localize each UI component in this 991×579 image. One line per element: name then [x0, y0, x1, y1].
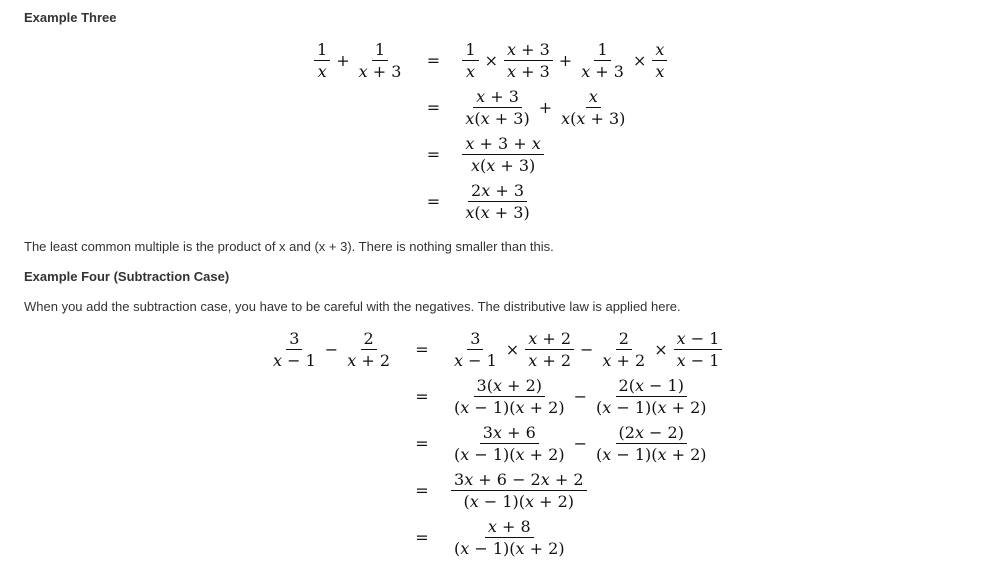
- equation-lhs: [312, 131, 406, 178]
- fraction-numerator: x: [652, 39, 667, 61]
- equation-lhs: [268, 514, 395, 561]
- operator: −: [573, 387, 587, 406]
- equals-sign: =: [426, 98, 441, 117]
- operator: −: [324, 340, 339, 359]
- fraction: [462, 133, 543, 176]
- fraction-numerator: 2(x − 1): [616, 375, 687, 397]
- fraction-denominator: x(x + 3): [465, 109, 530, 128]
- fraction-denominator: x: [465, 62, 475, 81]
- fraction: [314, 39, 330, 82]
- fraction-denominator: x + 2: [528, 351, 571, 370]
- fraction: [558, 86, 628, 129]
- fraction: [451, 469, 587, 512]
- fraction-numerator: x + 3 + x: [462, 133, 543, 155]
- equals-sign: =: [415, 481, 429, 500]
- fraction: [270, 328, 319, 371]
- fraction-denominator: x(x + 3): [470, 156, 536, 175]
- operator: −: [580, 340, 594, 359]
- example-four-intro: When you add the subtraction case, you have to be careful with the negatives. The distributive law is applied here.: [24, 299, 681, 314]
- equation-rhs: [460, 84, 669, 131]
- equation-row: [312, 178, 669, 225]
- fraction: [525, 328, 574, 371]
- fraction: [578, 39, 627, 82]
- fraction: [344, 328, 393, 371]
- equation-row: [268, 467, 724, 514]
- fraction-numerator: 1: [372, 39, 388, 61]
- fraction-denominator: x + 3: [581, 62, 624, 81]
- equation-row: [268, 326, 724, 373]
- equation-lhs: [268, 373, 395, 420]
- fraction-denominator: x: [317, 62, 327, 81]
- equation-rhs: [449, 467, 724, 514]
- fraction: [451, 516, 568, 559]
- fraction-denominator: x(x + 3): [465, 203, 530, 222]
- operator: +: [336, 51, 350, 70]
- equals-sign: =: [426, 145, 441, 164]
- fraction: [599, 328, 648, 371]
- fraction-denominator: (x − 1)(x + 2): [595, 398, 707, 417]
- fraction: [451, 422, 568, 465]
- fraction-denominator: x + 2: [602, 351, 646, 370]
- operator: ×: [484, 51, 498, 70]
- fraction: [356, 39, 405, 82]
- example-three-heading: Example Three: [24, 10, 117, 25]
- equation-rhs: [460, 178, 669, 225]
- equation-rhs: [449, 420, 724, 467]
- operator: ×: [632, 51, 647, 70]
- equals-sign: =: [415, 528, 429, 547]
- fraction-denominator: x + 3: [358, 62, 402, 81]
- fraction-numerator: x − 1: [674, 328, 723, 350]
- fraction-numerator: x + 2: [525, 328, 574, 350]
- equation-row: [268, 514, 724, 561]
- equation-lhs: [312, 84, 406, 131]
- fraction-numerator: 1: [594, 39, 610, 61]
- equation-rhs: [449, 373, 724, 420]
- fraction-denominator: x − 1: [676, 351, 720, 370]
- fraction-numerator: 3x + 6: [480, 422, 539, 444]
- fraction-numerator: 3x + 6 − 2x + 2: [451, 469, 587, 491]
- fraction: [462, 86, 532, 129]
- equals-sign: =: [415, 387, 429, 406]
- fraction: [593, 422, 710, 465]
- operator: −: [573, 434, 587, 453]
- fraction-denominator: x − 1: [273, 351, 316, 370]
- example-four-equation: [268, 326, 724, 561]
- equation-lhs: [312, 37, 406, 84]
- equation-rhs: [449, 514, 724, 561]
- fraction-denominator: x − 1: [454, 351, 497, 370]
- fraction-numerator: 2: [361, 328, 377, 350]
- fraction-numerator: 2: [616, 328, 632, 350]
- equation-rhs: [460, 37, 669, 84]
- equation-row: [268, 420, 724, 467]
- operator: ×: [505, 340, 520, 359]
- fraction-numerator: x + 3: [504, 39, 553, 61]
- fraction-denominator: (x − 1)(x + 2): [463, 492, 575, 511]
- equals-sign: =: [426, 51, 441, 70]
- fraction-numerator: 3(x + 2): [474, 375, 545, 397]
- example-four-heading: Example Four (Subtraction Case): [24, 269, 230, 284]
- example-three-note: The least common multiple is the product of x and (x + 3). There is nothing smaller than this.: [24, 239, 554, 254]
- equals-sign: =: [415, 340, 429, 359]
- operator: ×: [654, 340, 668, 359]
- fraction-denominator: (x − 1)(x + 2): [595, 445, 707, 464]
- equation-lhs: [268, 420, 395, 467]
- fraction-denominator: x + 2: [347, 351, 390, 370]
- equation-lhs: [268, 467, 395, 514]
- equation-row: [268, 373, 724, 420]
- equation-row: [312, 131, 669, 178]
- fraction-numerator: x + 8: [485, 516, 534, 538]
- fraction-denominator: x: [655, 62, 665, 81]
- fraction-denominator: (x − 1)(x + 2): [454, 539, 565, 558]
- fraction-denominator: x(x + 3): [561, 109, 626, 128]
- fraction-numerator: 2x + 3: [468, 180, 527, 202]
- fraction-numerator: x + 3: [473, 86, 522, 108]
- equals-sign: =: [426, 192, 441, 211]
- fraction-numerator: 1: [314, 39, 330, 61]
- fraction-numerator: 1: [462, 39, 478, 61]
- equation-lhs: [268, 326, 395, 373]
- fraction-numerator: x: [586, 86, 601, 108]
- fraction: [652, 39, 667, 82]
- fraction-denominator: (x − 1)(x + 2): [454, 398, 565, 417]
- equation-rhs: [449, 326, 724, 373]
- fraction-numerator: 3: [286, 328, 302, 350]
- example-three-equation: [312, 37, 669, 225]
- equals-sign: =: [415, 434, 429, 453]
- fraction-denominator: (x − 1)(x + 2): [454, 445, 565, 464]
- equation-row: [312, 37, 669, 84]
- operator: +: [558, 51, 573, 70]
- fraction: [593, 375, 710, 418]
- equation-row: [312, 84, 669, 131]
- fraction: [451, 375, 568, 418]
- fraction: [674, 328, 723, 371]
- equation-lhs: [312, 178, 406, 225]
- fraction: [504, 39, 553, 82]
- fraction: [462, 39, 478, 82]
- fraction: [451, 328, 500, 371]
- fraction-numerator: 3: [467, 328, 483, 350]
- fraction-denominator: x + 3: [506, 62, 550, 81]
- fraction: [462, 180, 532, 223]
- fraction-numerator: (2x − 2): [616, 422, 687, 444]
- equation-rhs: [460, 131, 669, 178]
- operator: +: [538, 98, 553, 117]
